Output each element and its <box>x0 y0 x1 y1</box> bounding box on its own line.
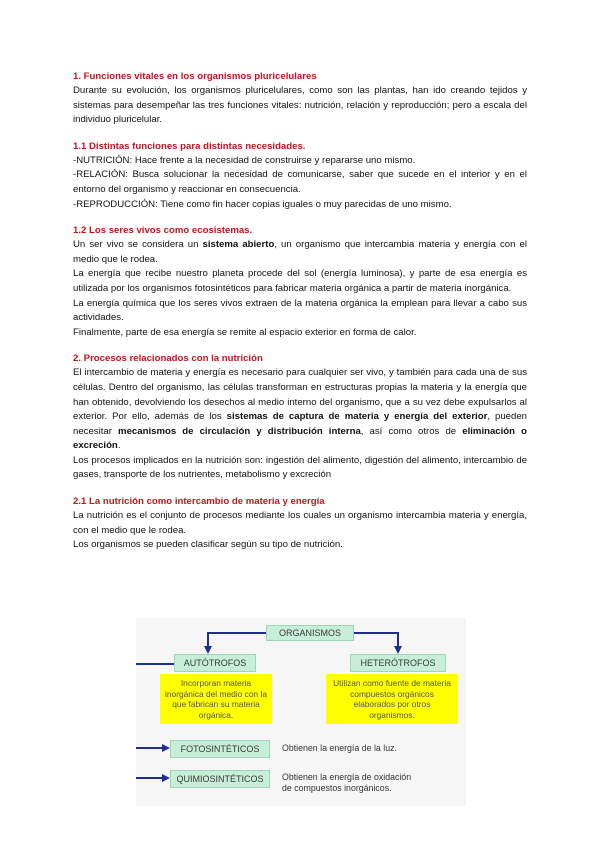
arrow-to-autotrofos <box>208 633 266 650</box>
section-1-2-paragraph-1: Un ser vivo se considera un sistema abierto, un organismo que intercambia materia y energía con el medio que le rodea. <box>73 239 527 265</box>
heterotrofos-description: Utilizan como fuente de materia compuestos orgánicos elaborados por otros organismos. <box>326 674 458 724</box>
nutrition-diagram <box>136 618 466 806</box>
section-1-2-paragraph-3: La energía química que los seres vivos extraen de la materia orgánica la emplean para llevar a cabo sus actividades. <box>73 297 527 324</box>
arrow-to-heterotrofos <box>354 633 398 650</box>
quimiosinteticos-description: Obtienen la energía de oxidación de compuestos inorgánicos. <box>282 772 412 793</box>
section-1-title: 1. Funciones vitales en los organismos pluricelulares <box>73 71 317 82</box>
autotrofos-box: AUTÓTROFOS <box>174 654 256 672</box>
relacion-line: -RELACIÓN: Busca solucionar la necesidad de comunicarse, saber que sucede en el interior y en el entorno del organismo y reaccionar en consecuencia. <box>73 169 527 195</box>
quimiosinteticos-box: QUIMIOSINTÉTICOS <box>170 770 270 788</box>
reproduccion-line: -REPRODUCCIÓN: Tiene como fin hacer copias iguales o muy parecidas de uno mismo. <box>73 198 452 210</box>
section-2-1-paragraph-2: Los organismos se pueden clasificar según su tipo de nutrición. <box>73 539 343 551</box>
section-1-2-paragraph-2: La energía que recibe nuestro planeta procede del sol (energía luminosa), y parte de esa energía es utilizada por los organismos fotosintéticos para fabricar materia orgánica a partir de materia inorgánica. <box>73 268 527 294</box>
section-1-2-title: 1.2 Los seres vivos como ecosistemas. <box>73 225 253 237</box>
section-1-paragraph: Durante su evolución, los organismos pluricelulares, como son las plantas, han ido creando tejidos y sistemas para desempeñar las tres funciones vitales: nutrición, relación y reproducción; pero a escala del individuo pluricelular. <box>73 85 527 126</box>
autotrofos-description: Incorporan materia inorgánica del medio con la que fabrican su materia orgánica. <box>160 674 272 724</box>
organismos-box: ORGANISMOS <box>266 625 354 641</box>
section-2-paragraph-2: Los procesos implicados en la nutrición son: ingestión del alimento, digestión del alimento, intercambio de gases, transporte de los nutrientes, metabolismo y excreción <box>73 454 527 481</box>
section-2-title: 2. Procesos relacionados con la nutrición <box>73 353 263 365</box>
section-2-1-paragraph-1: La nutrición es el conjunto de procesos mediante los cuales un organismo intercambia materia y energía, con el medio que le rodea. <box>73 510 527 536</box>
section-2-1-title: 2.1 La nutrición como intercambio de materia y energía <box>73 496 325 508</box>
section-1-2-paragraph-4: Finalmente, parte de esa energía se remite al espacio exterior en forma de calor. <box>73 326 417 338</box>
fotosinteticos-description: Obtienen la energía de la luz. <box>282 743 397 753</box>
section-1-1-title: 1.1 Distintas funciones para distintas necesidades. <box>73 140 306 152</box>
document-body <box>73 70 527 553</box>
section-2-paragraph-1: El intercambio de materia y energía es necesario para cualquier ser vivo, y también para cada una de sus células. Dentro del organismo, las células transforman en estructuras propias la materia y la energía que han obtenido, devolviendo los desechos al medio interno del organismo, que a su vez debe expulsarlos al exterior. Por ello, además de los sistemas de captura de materia y energía del exterior, pueden necesitar mecanismos de circulación y distribución interna, así como otros de eliminación o excreción. <box>73 367 527 452</box>
fotosinteticos-box: FOTOSINTÉTICOS <box>170 740 270 758</box>
heterotrofos-box: HETERÓTROFOS <box>350 654 446 672</box>
nutricion-line: -NUTRICIÓN: Hace frente a la necesidad de construirse y repararse uno mismo. <box>73 154 416 166</box>
